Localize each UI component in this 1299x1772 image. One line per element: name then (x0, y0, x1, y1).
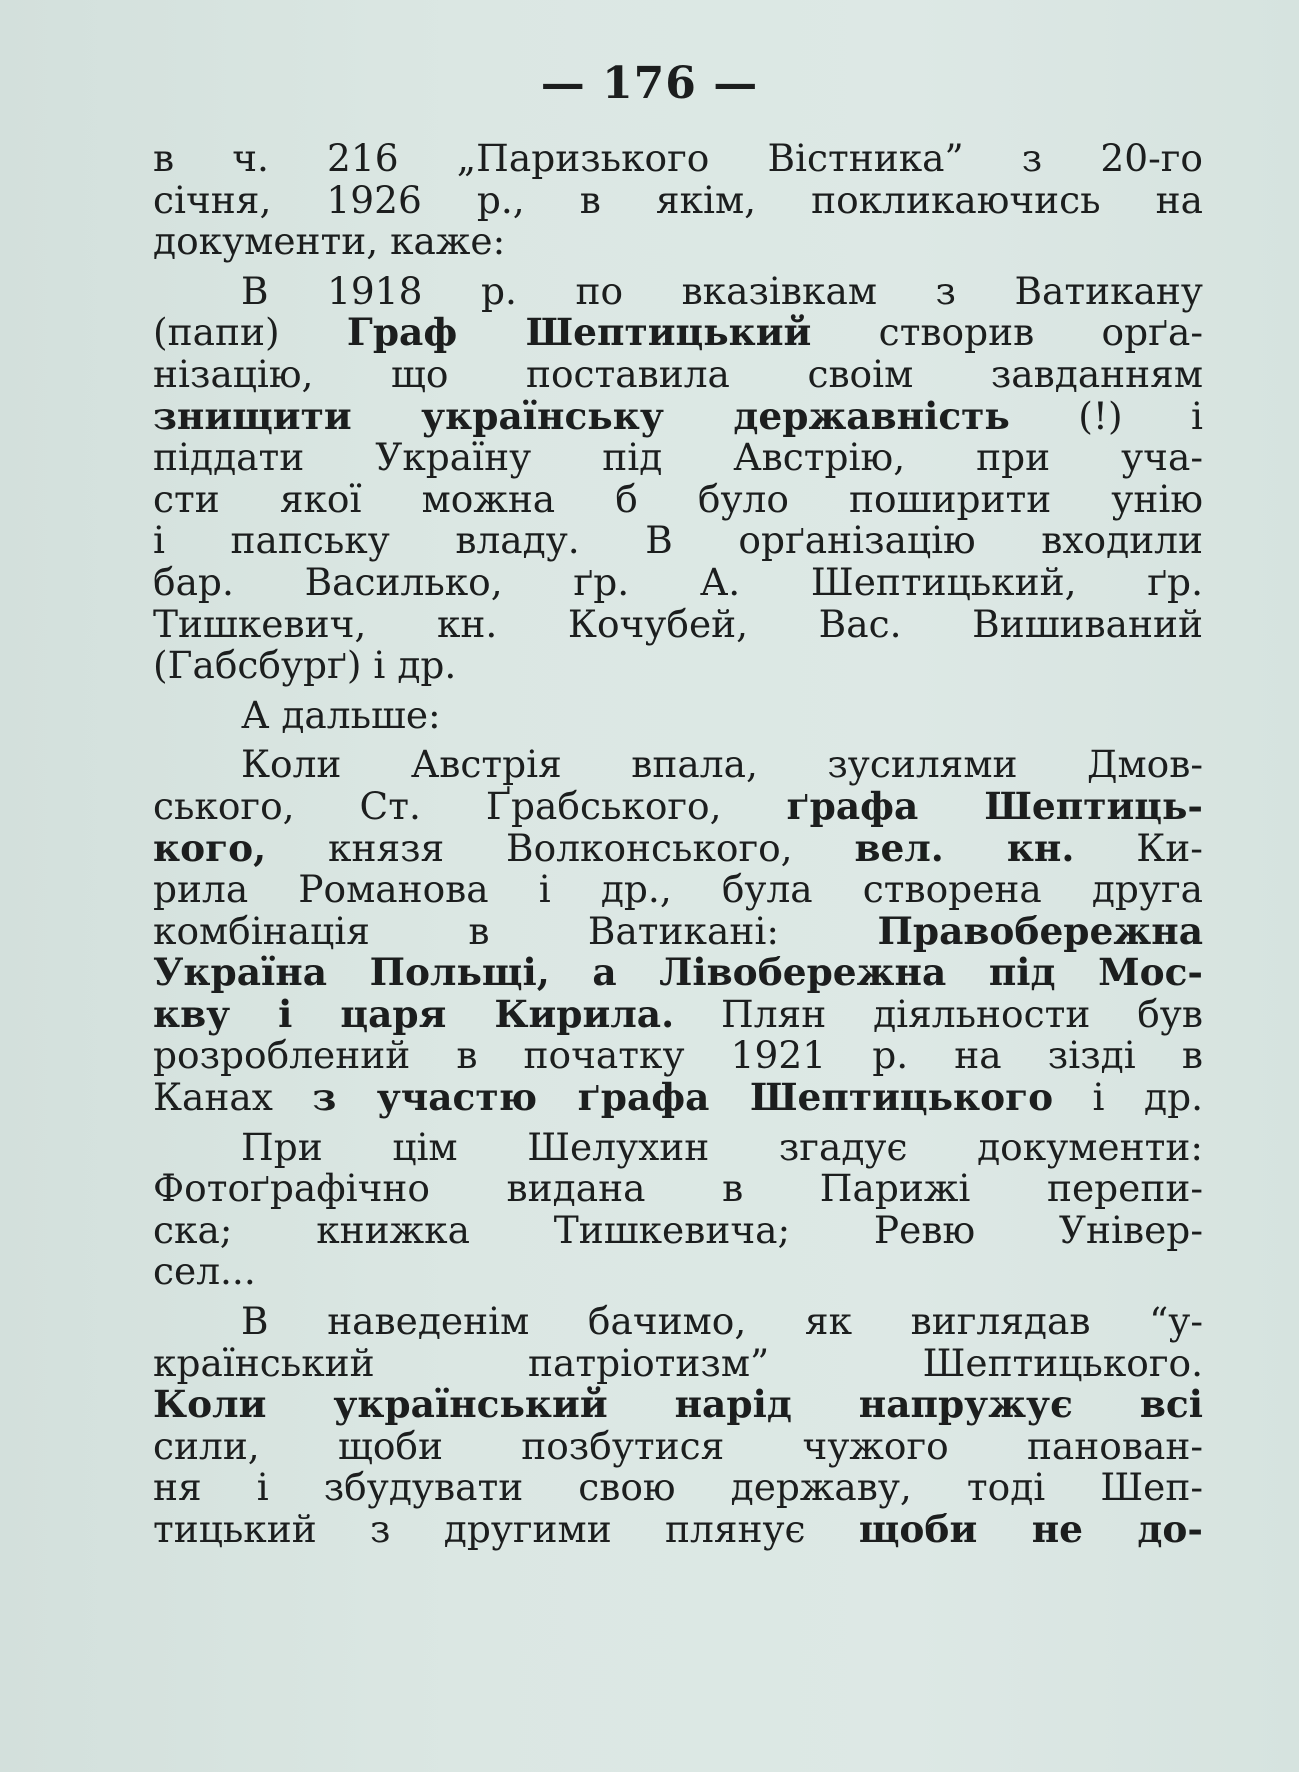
text-run: сили, щоби позбутися чужого панован- (153, 1423, 1203, 1468)
text-line (153, 869, 1203, 911)
text-line (153, 744, 1203, 786)
text-line (153, 1168, 1203, 1210)
text-run: ска; книжка Тишкевича; Ревю Універ- (153, 1207, 1203, 1252)
text-run: Фотоґрафічно видана в Парижі перепи- (153, 1166, 1203, 1211)
text-line (153, 991, 1203, 1036)
text-run: тицький з другими плянує (153, 1507, 859, 1551)
text-line (153, 1035, 1203, 1077)
text-run: документи, каже: (153, 219, 506, 264)
bold-text: ґрафа Шептиць- (786, 783, 1203, 828)
text-line (153, 1077, 1203, 1119)
text-run: Тишкевич, кн. Кочубей, Вас. Вишиваний (153, 601, 1203, 646)
text-line (153, 1509, 1203, 1551)
text-run: бар. Василько, ґр. А. Шептицький, ґр. (153, 559, 1203, 604)
bold-text: Правобережна (877, 908, 1203, 953)
text-line (153, 1340, 1203, 1385)
bold-text: Коли український нарід напружує всі (153, 1382, 1203, 1427)
text-run: Плян діяльности був (674, 991, 1203, 1036)
text-run: А дальше: (241, 692, 441, 737)
text-run: і др. (1053, 1075, 1203, 1120)
text-run: Коли Австрія впала, зусилями Дмов- (241, 742, 1203, 787)
text-line (153, 952, 1203, 994)
text-run: нізацію, що поставила своім завданням (153, 351, 1203, 396)
text-line (153, 1384, 1203, 1426)
text-line (153, 437, 1203, 479)
text-line (153, 520, 1203, 562)
text-run: рила Романова і др., була створена друга (153, 867, 1203, 912)
text-run: князя Волконського, (266, 825, 855, 870)
text-line (153, 476, 1203, 521)
text-run: створив орґа- (811, 310, 1203, 355)
bold-text: вел. кн. (854, 825, 1075, 870)
text-run: сти якої можна б було поширити унію (153, 476, 1203, 521)
text-run: Ки- (1074, 825, 1203, 870)
text-line (153, 351, 1203, 396)
text-run: (папи) (153, 310, 347, 355)
bold-text: Граф Шептицький (346, 310, 812, 355)
text-line (153, 692, 1203, 737)
text-line (153, 177, 1203, 222)
text-run: При цім Шелухин згадує документи: (241, 1124, 1203, 1169)
text-line (153, 393, 1203, 438)
text-line (153, 1251, 1203, 1293)
text-run: піддати Україну під Австрію, при уча- (153, 435, 1203, 480)
text-run: сел... (153, 1249, 256, 1294)
text-run: ського, Ст. Ґрабського, (153, 783, 787, 828)
page-number: — 176 — (540, 58, 759, 109)
text-line (153, 1207, 1203, 1252)
text-run: в ч. 216 „Паризького Вістника” з 20-го (153, 136, 1203, 180)
text-line (153, 1467, 1203, 1509)
text-line (153, 312, 1203, 354)
text-line (153, 908, 1203, 953)
text-line (153, 825, 1203, 870)
text-line (153, 138, 1203, 180)
text-run: В 1918 р. по вказівкам з Ватикану (241, 268, 1203, 313)
text-run: (Габсбурґ) і др. (153, 643, 457, 688)
text-line (153, 268, 1203, 313)
text-run: країнський патріотизм” Шептицького. (153, 1340, 1203, 1385)
text-line (153, 559, 1203, 604)
text-line (153, 601, 1203, 646)
text-line (153, 783, 1203, 828)
text-run: В наведенім бачимо, як виглядав “у- (241, 1299, 1203, 1344)
text-line (153, 645, 1203, 687)
text-run: січня, 1926 р., в якім, покликаючись на (153, 177, 1203, 222)
bold-text: кого, (153, 825, 267, 870)
text-line (153, 1423, 1203, 1468)
text-line (153, 1124, 1203, 1169)
text-line (153, 221, 1203, 263)
text-run: (!) і (1009, 393, 1203, 438)
text-run: і папську владу. В орґанізацію входили (153, 518, 1203, 563)
bold-text: кву і царя Кирила. (153, 991, 675, 1036)
bold-text: Україна Польщі, а Лівобережна під Мос- (153, 950, 1203, 995)
text-run: розроблений в початку 1921 р. на зізді в (153, 1033, 1203, 1078)
body-text (153, 138, 1203, 1551)
bold-text: з участю ґрафа Шептицького (312, 1075, 1054, 1120)
bold-text: щоби не до- (858, 1507, 1204, 1551)
text-line (153, 1301, 1203, 1343)
bold-text: знищити українську державність (153, 393, 1010, 438)
text-run: Канах (153, 1075, 313, 1120)
text-run: комбінація в Ватикані: (153, 908, 878, 953)
text-run: ня і збудувати свою державу, тоді Шеп- (153, 1465, 1203, 1510)
